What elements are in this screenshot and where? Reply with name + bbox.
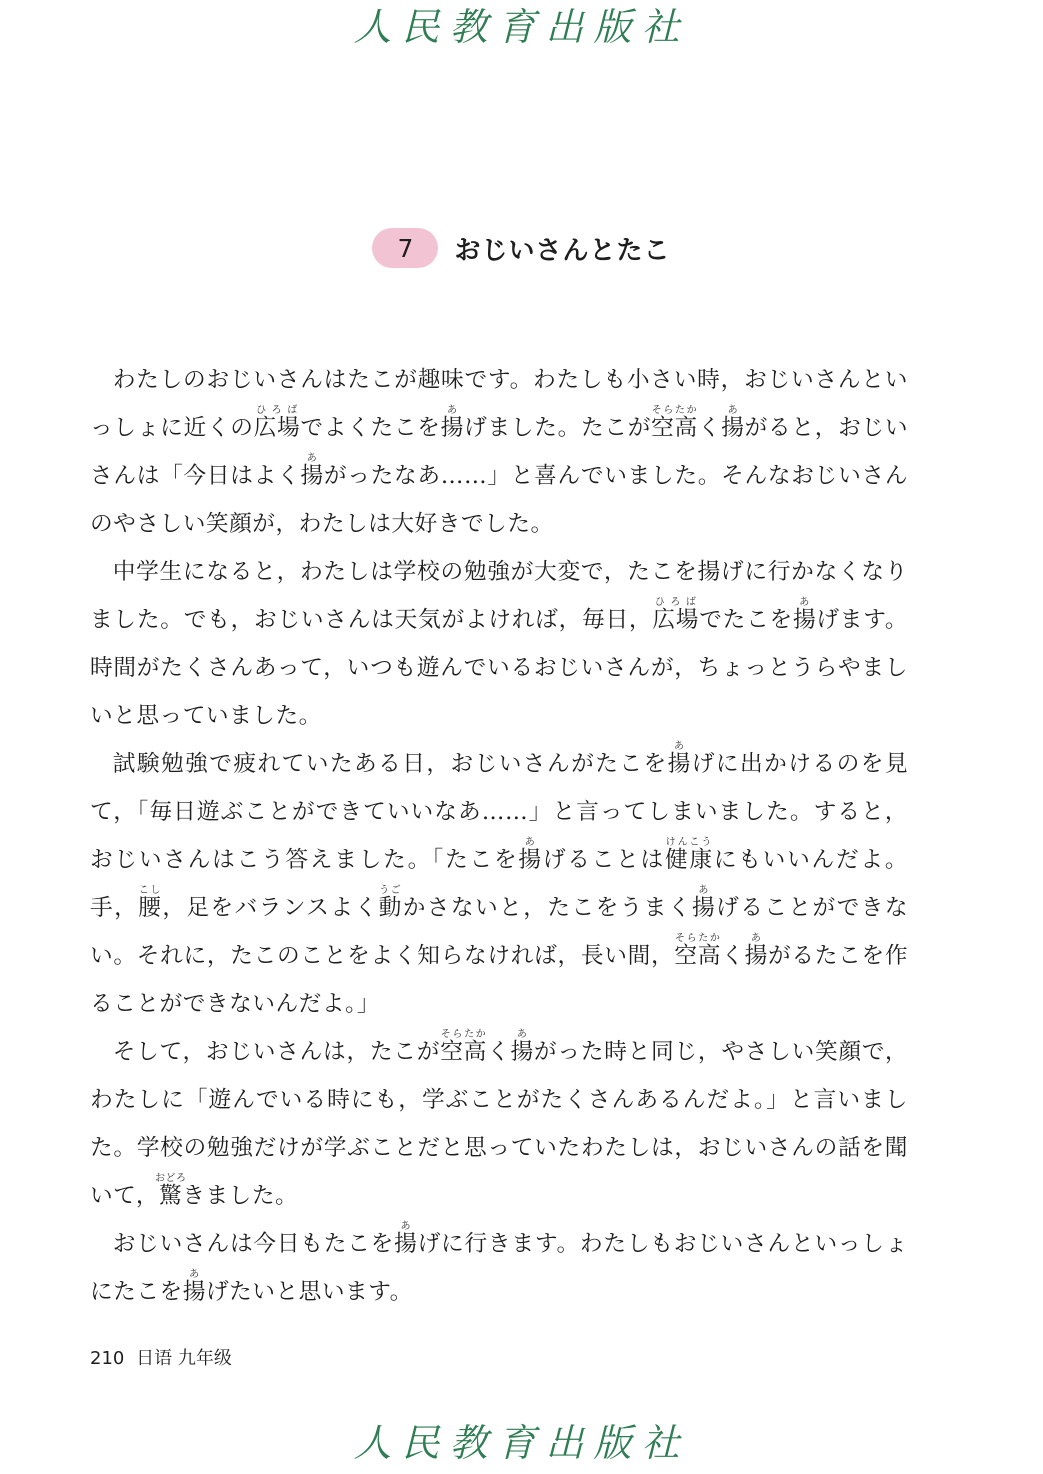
furigana-reading: あ: [792, 597, 817, 608]
paragraph: [90, 740, 908, 1028]
furigana-reading: そらたか: [651, 405, 698, 416]
text-run: がるたこを作ることができないんだよ。」: [90, 943, 909, 1017]
furigana-base: 揚: [667, 751, 692, 777]
furigana-word: [394, 1221, 418, 1257]
furigana-word: [510, 1029, 534, 1065]
text-run: かさないと，たこをうまく: [402, 895, 692, 921]
furigana-reading: あ: [394, 1221, 418, 1232]
furigana-word: [182, 1269, 206, 1305]
paragraph: [90, 1220, 908, 1316]
furigana-base: 驚: [154, 1183, 187, 1209]
text-run: おじいさんは今日もたこを: [112, 1231, 395, 1257]
text-run: げました。たこが: [464, 415, 652, 441]
book-title: 日语 九年级: [136, 1348, 232, 1369]
furigana-word: [440, 1029, 488, 1065]
furigana-word: [667, 741, 692, 777]
furigana-base: 揚: [182, 1279, 206, 1305]
text-run: く: [721, 943, 745, 969]
furigana-base: 広場: [253, 415, 301, 441]
furigana-reading: そらたか: [440, 1029, 487, 1040]
text-run: きました。: [182, 1183, 299, 1209]
text-run: げに出かけるのを見て，「毎日遊ぶことができていいなあ……」と言ってしまいました。すると，おじいさんはこう答えました。「たこを: [90, 751, 909, 873]
furigana-word: [300, 453, 324, 489]
furigana-word: [744, 933, 768, 969]
text-run: にもいいんだよ。手，: [90, 847, 909, 921]
lesson-header: [0, 228, 1043, 268]
furigana-reading: うご: [378, 885, 402, 896]
text-run: そして，おじいさんは，たこが: [112, 1039, 441, 1065]
furigana-reading: こし: [138, 885, 162, 896]
text-run: ，足をバランスよく: [162, 895, 379, 921]
furigana-base: 揚: [518, 847, 543, 873]
text-run: 試験勉強で疲れていたある日，おじいさんがたこを: [112, 751, 668, 777]
furigana-reading: あ: [510, 1029, 534, 1040]
furigana-base: 揚: [692, 895, 717, 921]
furigana-base: 揚: [440, 415, 465, 441]
furigana-word: [692, 885, 717, 921]
furigana-reading: ひろば: [652, 597, 699, 608]
furigana-reading: ひろば: [253, 405, 301, 416]
text-run: 中学生になると，わたしは学校の勉強が大変で，たこを揚げに行かなくなりました。でも，おじいさんは天気がよければ，毎日，: [90, 559, 908, 633]
furigana-word: [518, 837, 543, 873]
furigana-word: [651, 405, 698, 441]
page-footer: [90, 1344, 238, 1370]
page-number: 210: [90, 1348, 125, 1369]
furigana-base: 揚: [792, 607, 817, 633]
paragraph: [90, 1028, 908, 1220]
publisher-logo-top: 人民教育出版社: [353, 5, 690, 49]
lesson-body: [90, 356, 908, 1316]
furigana-base: 広場: [652, 607, 700, 633]
furigana-reading: そらたか: [674, 933, 721, 944]
furigana-base: 揚: [394, 1231, 418, 1257]
lesson-title: おじいさんとたこ: [454, 235, 671, 266]
furigana-word: [721, 405, 745, 441]
furigana-base: 空高: [440, 1039, 488, 1065]
furigana-word: [792, 597, 817, 633]
furigana-base: 揚: [300, 463, 324, 489]
lesson-number-badge: 7: [372, 228, 438, 268]
paragraph: [90, 548, 908, 740]
furigana-reading: あ: [721, 405, 745, 416]
furigana-word: [253, 405, 301, 441]
furigana-base: 揚: [744, 943, 768, 969]
furigana-reading: あ: [300, 453, 324, 464]
text-run: げることができない。それに，たこのことをよく知らなければ，長い間，: [90, 895, 909, 969]
furigana-base: 揚: [510, 1039, 534, 1065]
furigana-reading: あ: [692, 885, 716, 896]
furigana-reading: あ: [182, 1269, 206, 1280]
publisher-logo-bottom: 人民教育出版社: [353, 1421, 690, 1465]
text-run: げたいと思います。: [205, 1279, 413, 1305]
text-run: げることは: [542, 847, 665, 873]
furigana-word: [652, 597, 700, 633]
text-run: く: [697, 415, 722, 441]
text-run: がったなあ……」と喜んでいました。そんなおじいさんのやさしい笑顔が，わたしは大好きでした。: [90, 463, 909, 537]
text-run: がると，おじいさんは「今日はよく: [90, 415, 909, 489]
furigana-word: [664, 837, 714, 873]
furigana-base: 空高: [674, 943, 722, 969]
furigana-word: [138, 885, 163, 921]
furigana-word: [154, 1173, 187, 1209]
furigana-reading: あ: [744, 933, 768, 944]
text-run: でたこを: [699, 607, 793, 633]
text-run: がった時と同じ，やさしい笑顔で，わたしに「遊んでいる時にも，学ぶことがたくさんあるんだよ。」と言いました。学校の勉強だけが学ぶことだと思っていたわたしは，おじいさんの話を聞いて，: [90, 1039, 909, 1209]
text-run: でよくたこを: [300, 415, 441, 441]
furigana-word: [378, 885, 403, 921]
furigana-reading: あ: [518, 837, 542, 848]
furigana-base: 動: [378, 895, 403, 921]
furigana-reading: あ: [440, 405, 464, 416]
furigana-base: 腰: [138, 895, 163, 921]
text-run: わたしのおじいさんはたこが趣味です。わたしも小さい時，おじいさんといっしょに近くの: [90, 367, 908, 441]
furigana-base: 揚: [721, 415, 745, 441]
text-run: く: [487, 1039, 511, 1065]
furigana-reading: あ: [667, 741, 691, 752]
text-run: げます。時間がたくさんあって，いつも遊んでいるおじいさんが，ちょっとうらやましいと思っていました。: [90, 607, 909, 729]
furigana-word: [440, 405, 465, 441]
furigana-base: 健康: [664, 847, 714, 873]
paragraph: [90, 356, 908, 548]
furigana-base: 空高: [651, 415, 698, 441]
furigana-reading: おどろ: [154, 1173, 187, 1184]
text-run: げに行きます。わたしもおじいさんといっしょにたこを: [90, 1231, 909, 1305]
furigana-reading: けんこう: [664, 837, 713, 848]
furigana-word: [674, 933, 722, 969]
